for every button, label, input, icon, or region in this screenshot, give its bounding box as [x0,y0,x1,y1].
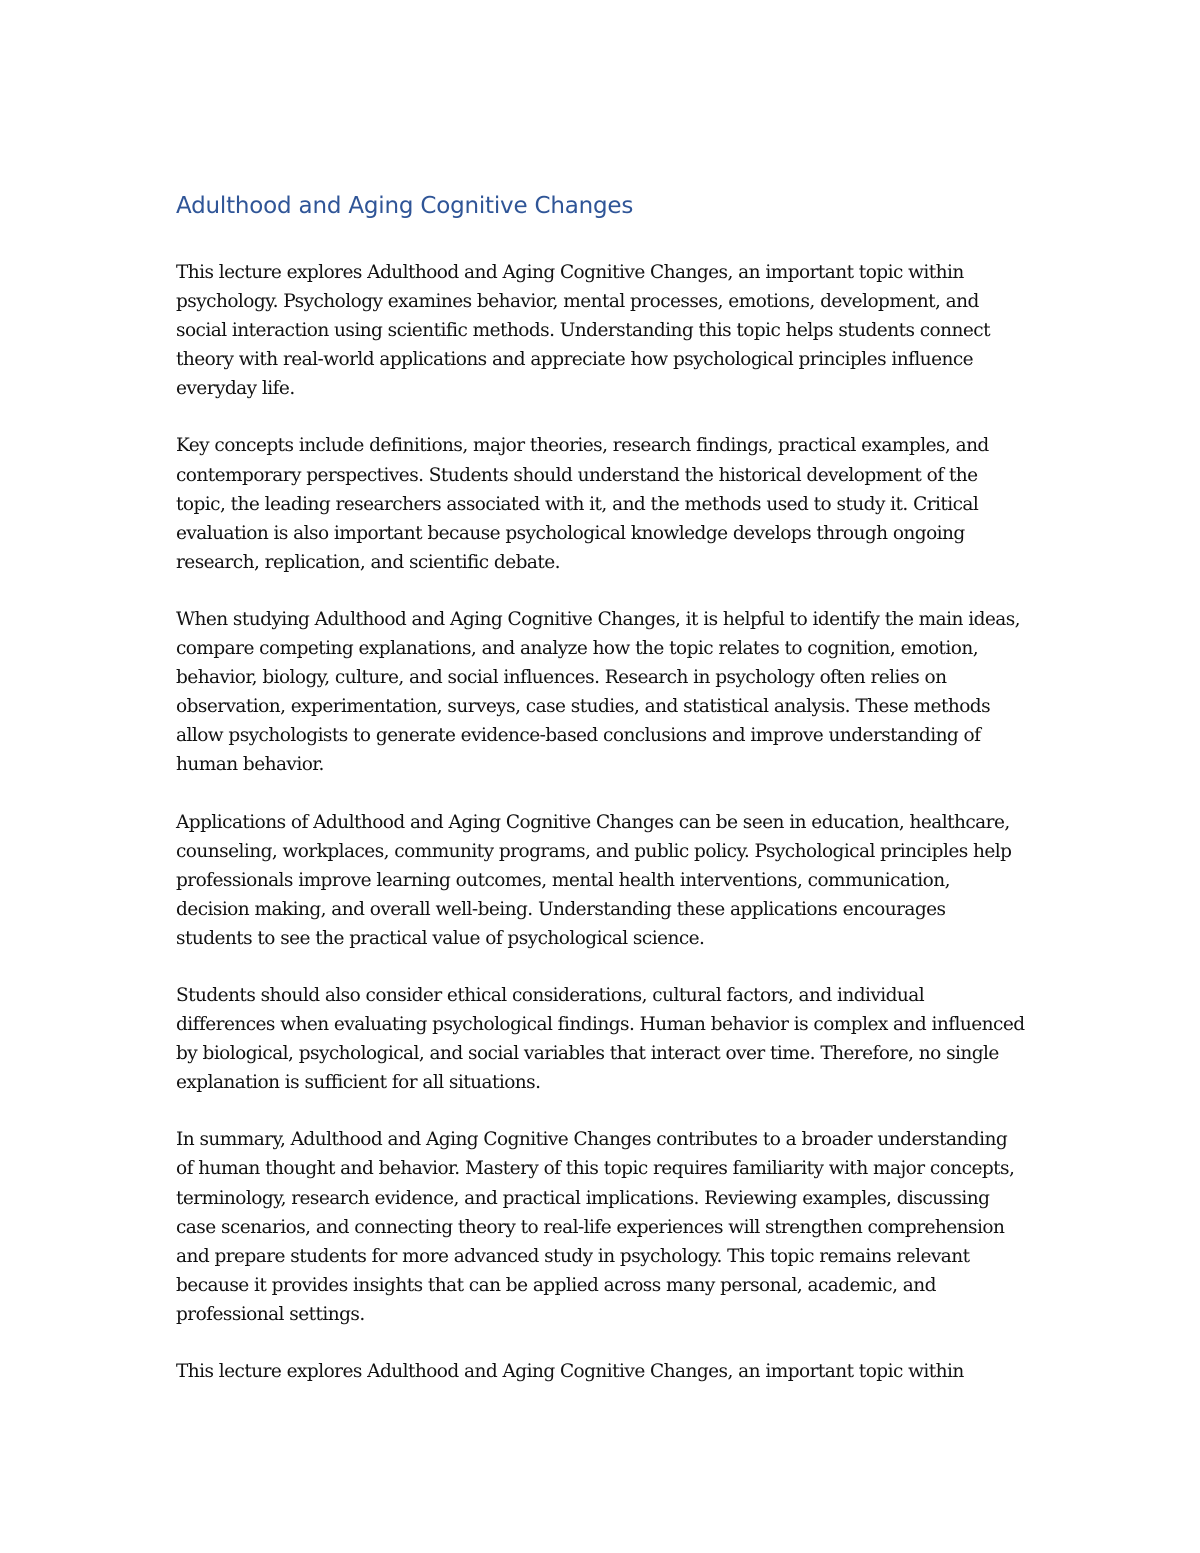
paragraph-summary: In summary, Adulthood and Aging Cognitive Changes contributes to a broader understanding of human thought and behavior. Mastery of this topic requires familiarity with major concepts, terminology, research evidence, and practical implications. Reviewing examples, discussing case scenarios, and connecting theory to real-life experiences will strengthen comprehension and prepare students for more advanced study in psychology. This topic remains relevant because it provides insights that can be applied across many personal, academic, and professional settings. [176,1129,1015,1325]
paragraph-studying: When studying Adulthood and Aging Cognitive Changes, it is helpful to identify the main ideas, compare competing explanations, and analyze how the topic relates to cognition, emotion, behavior, biology, culture, and social influences. Research in psychology often relies on observation, experimentation, surveys, case studies, and statistical analysis. These methods allow psychologists to generate evidence-based conclusions and improve understanding of human behavior. [176,608,1021,776]
paragraph-applications: Applications of Adulthood and Aging Cognitive Changes can be seen in education, healthcare, counseling, workplaces, community programs, and public policy. Psychological principles help professionals improve learning outcomes, mental health interventions, communication, decision making, and overall well-being. Understanding these applications encourages students to see the practical value of psychological science. [176,811,1012,949]
document-body [176,258,1026,1386]
paragraph-continued: This lecture explores Adulthood and Aging Cognitive Changes, an important topic within [176,1361,964,1382]
paragraph-key-concepts: Key concepts include definitions, major theories, research findings, practical examples, and contemporary perspectives. Students should understand the historical development of the topic, the leading researchers associated with it, and the methods used to study it. Critical evaluation is also important because psychological knowledge develops through ongoing research, replication, and scientific debate. [176,435,989,573]
paragraph-ethics: Students should also consider ethical considerations, cultural factors, and individual differences when evaluating psychological findings. Human behavior is complex and influenced by biological, psychological, and social variables that interact over time. Therefore, no single explanation is sufficient for all situations. [176,984,1025,1094]
document-content [176,190,1026,1386]
paragraph-introduction: This lecture explores Adulthood and Aging Cognitive Changes, an important topic within psychology. Psychology examines behavior, mental processes, emotions, development, and social interaction using scientific methods. Understanding this topic helps students connect theory with real-world applications and appreciate how psychological principles influence everyday life. [176,262,990,400]
document-title: Adulthood and Aging Cognitive Changes [176,193,634,219]
